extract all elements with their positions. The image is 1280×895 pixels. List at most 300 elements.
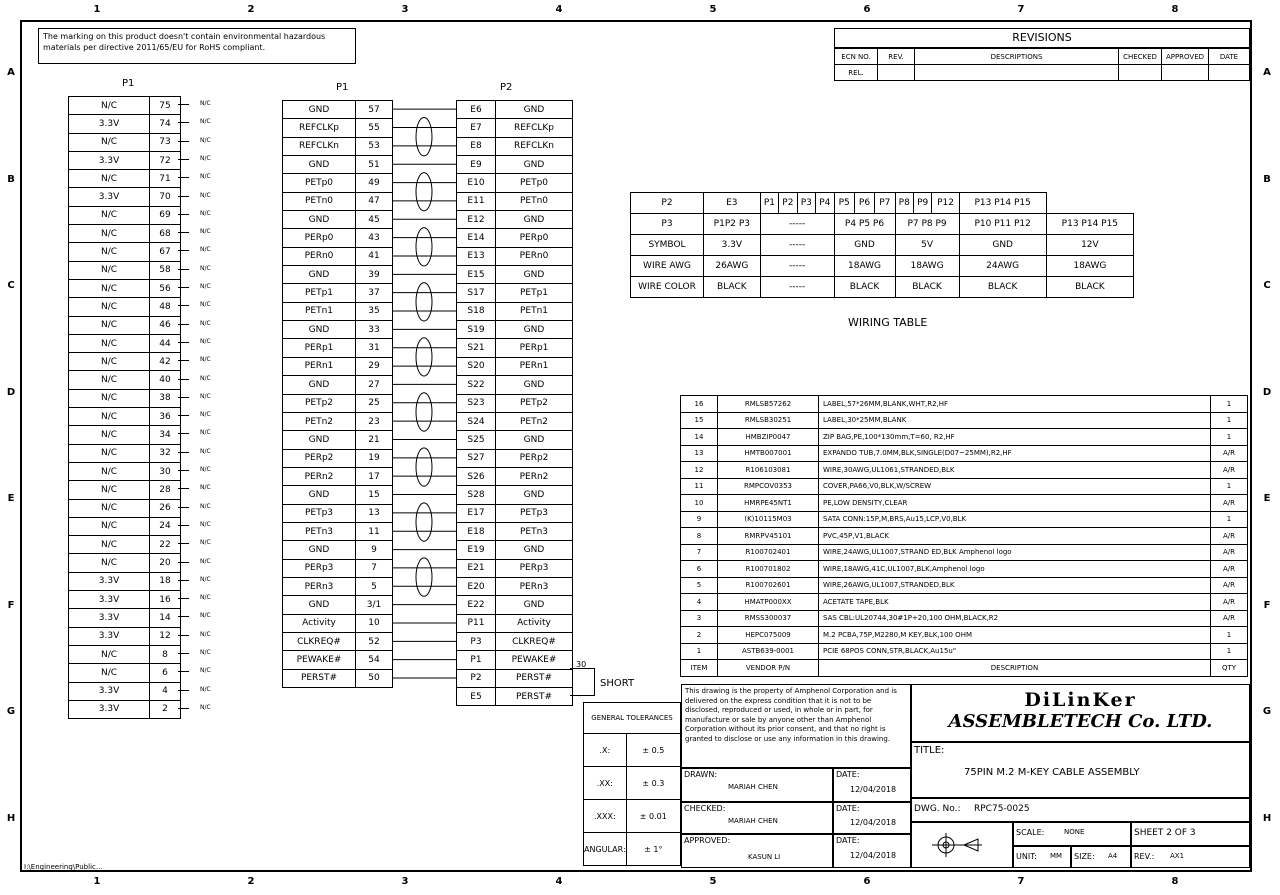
- zone-letter-marker: C: [7, 280, 15, 292]
- wiring-cell: -----: [760, 277, 834, 298]
- bom-qty: A/R: [1211, 561, 1248, 578]
- title-label: TITLE:: [914, 745, 945, 756]
- bom-qty: A/R: [1211, 445, 1248, 462]
- pin-number: S21: [457, 339, 496, 357]
- pin-signal: GND: [496, 541, 573, 559]
- pin-number: S28: [457, 486, 496, 504]
- pin-signal: N/C: [69, 517, 150, 535]
- pin-number: 21: [356, 431, 393, 449]
- bom-vendor-pn: R100702401: [718, 544, 819, 561]
- pin-number: 23: [356, 412, 393, 430]
- wiring-row: [631, 193, 1134, 214]
- pin-number: 22: [150, 536, 181, 554]
- pin-signal: 3.3V: [69, 627, 150, 645]
- pin-number: 16: [150, 591, 181, 609]
- wiring-cell: 24AWG: [959, 256, 1046, 277]
- pin-number: E20: [457, 577, 496, 595]
- p2-row: [457, 486, 573, 504]
- projection-icon: [912, 823, 1012, 867]
- wiring-cell: 18AWG: [895, 256, 959, 277]
- tol-value: ± 0.3: [626, 767, 680, 800]
- nc-marker: N/C: [200, 191, 211, 199]
- zone-number-marker: 5: [709, 876, 717, 887]
- pin-number: 15: [356, 486, 393, 504]
- bom-row: [681, 577, 1248, 594]
- rev-header-desc: DESCRIPTIONS: [915, 49, 1119, 65]
- bom-vendor-pn: R100701802: [718, 561, 819, 578]
- bom-item: 12: [681, 462, 718, 479]
- pin-number: 37: [356, 284, 393, 302]
- scale-value: NONE: [1064, 828, 1085, 836]
- twisted-pair-marker: [416, 558, 432, 596]
- wiring-cell: P3: [631, 214, 704, 235]
- pin-signal: Activity: [496, 614, 573, 632]
- bom-vendor-pn: RMPCOV0353: [718, 478, 819, 495]
- p2-row: [457, 394, 573, 412]
- zone-number-marker: 7: [1017, 4, 1025, 15]
- rev-header-checked: CHECKED: [1119, 49, 1162, 65]
- pin-number: 30: [150, 462, 181, 480]
- pin-signal: PERn1: [283, 357, 356, 375]
- nc-marker: N/C: [200, 173, 211, 181]
- p2-row: [457, 266, 573, 284]
- pin-number: 48: [150, 298, 181, 316]
- zone-number-marker: 7: [1017, 876, 1025, 887]
- zone-number-marker: 3: [401, 876, 409, 887]
- pin-signal: PERp1: [496, 339, 573, 357]
- rohs-note: The marking on this product doesn't contain environmental hazardous materials per directive 2011/65/EU for RoHS compliant.: [38, 28, 356, 64]
- pin-number: 47: [356, 192, 393, 210]
- pin-number: 73: [150, 133, 181, 151]
- bom-description: ACETATE TAPE,BLK: [819, 594, 1211, 611]
- pin-number: E15: [457, 266, 496, 284]
- rev-rel: REL.: [835, 65, 878, 81]
- bom-item: 13: [681, 445, 718, 462]
- pin-signal: GND: [496, 156, 573, 174]
- bom-qty: 1: [1211, 429, 1248, 446]
- pin-number: 13: [356, 504, 393, 522]
- pin-number: S27: [457, 449, 496, 467]
- p2-row: [457, 376, 573, 394]
- signoff-name: KASUN LI: [748, 853, 781, 861]
- bom-item: 16: [681, 396, 718, 413]
- property-note: This drawing is the property of Amphenol Corporation and is delivered on the express condition that it is not to be disclosed, reproduced or used, in whole or in part, for manufacture or sale by anyone other than Amphenol Corporation without its prior consent, and that no right is granted to disclose or use any information in this drawing.: [681, 684, 911, 768]
- pin-number: 19: [356, 449, 393, 467]
- pin-number: E19: [457, 541, 496, 559]
- projection-symbol: [911, 822, 1013, 868]
- bom-description: COVER,PA66,V0,BLK,W/SCREW: [819, 478, 1211, 495]
- bom-vendor-pn: (K)10115M03: [718, 511, 819, 528]
- pin-number: 42: [150, 353, 181, 371]
- pin-signal: N/C: [69, 353, 150, 371]
- date-label: DATE:: [836, 770, 860, 779]
- wiring-cell: P12: [932, 193, 959, 214]
- nc-marker: N/C: [200, 466, 211, 473]
- pin-number: 4: [150, 682, 181, 700]
- date-label: DATE:: [836, 804, 860, 813]
- nc-marker: N/C: [200, 319, 211, 327]
- zone-letter-marker: B: [1263, 173, 1271, 185]
- bom-row: [681, 412, 1248, 429]
- p2-row: [457, 229, 573, 247]
- zone-number-marker: 5: [709, 4, 717, 15]
- tol-value: ± 0.5: [626, 734, 680, 767]
- zone-letter-marker: A: [7, 67, 15, 79]
- bom-description: WIRE,26AWG,UL1007,STRANDED,BLK: [819, 577, 1211, 594]
- rev-header-approved: APPROVED: [1162, 49, 1209, 65]
- wiring-cell: 5V: [895, 235, 959, 256]
- bom-qty: A/R: [1211, 594, 1248, 611]
- pin-signal: N/C: [69, 243, 150, 261]
- pin-number: 54: [356, 651, 393, 669]
- wiring-table: [630, 192, 1134, 298]
- twisted-pair-marker: [416, 283, 432, 321]
- nc-marker: N/C: [200, 703, 211, 711]
- pin-number: 24: [150, 517, 181, 535]
- pin-signal: REFCLKn: [496, 137, 573, 155]
- nc-marker: N/C: [200, 539, 211, 547]
- pin-number: 72: [150, 151, 181, 169]
- nc-marker: N/C: [200, 100, 211, 107]
- bom-qty: 1: [1211, 478, 1248, 495]
- bom-item: 7: [681, 544, 718, 561]
- pin-signal: PERp0: [496, 229, 573, 247]
- pin-number: 20: [150, 554, 181, 572]
- bom-qty: 1: [1211, 643, 1248, 660]
- pin-signal: GND: [283, 266, 356, 284]
- bom-vendor-pn: R100702601: [718, 577, 819, 594]
- pin-number: 17: [356, 467, 393, 485]
- p2-table: [456, 100, 573, 706]
- pin-number: S26: [457, 467, 496, 485]
- pin-signal: PETn1: [283, 302, 356, 320]
- pin-signal: 3.3V: [69, 151, 150, 169]
- short-label: SHORT: [600, 678, 635, 689]
- pin-signal: GND: [283, 156, 356, 174]
- pin-signal: REFCLKp: [283, 119, 356, 137]
- pin-number: 6: [150, 664, 181, 682]
- bom-item: 1: [681, 643, 718, 660]
- bom-header-cell: QTY: [1211, 660, 1248, 677]
- nc-marker: N/C: [200, 502, 211, 510]
- bom-item: 2: [681, 627, 718, 644]
- zone-letter-marker: H: [6, 812, 16, 824]
- pin-number: E5: [457, 688, 496, 706]
- bom-qty: 1: [1211, 627, 1248, 644]
- pin-number: 40: [150, 371, 181, 389]
- pin-number: 36: [150, 408, 181, 426]
- pin-signal: N/C: [69, 645, 150, 663]
- pin-number: 33: [356, 321, 393, 339]
- pin-signal: PERp2: [496, 449, 573, 467]
- pin-number: 67: [150, 243, 181, 261]
- pin-number: 31: [356, 339, 393, 357]
- bom-row: [681, 429, 1248, 446]
- nc-marker: N/C: [200, 667, 211, 675]
- pin-number: 50: [356, 669, 393, 687]
- pin-signal: 3.3V: [69, 609, 150, 627]
- pin-number: 38: [150, 389, 181, 407]
- bom-row: [681, 594, 1248, 611]
- pin-number: 35: [356, 302, 393, 320]
- short-pin: 30: [576, 660, 587, 669]
- pin-number: 56: [150, 279, 181, 297]
- signoff-label: APPROVED:: [684, 836, 731, 845]
- pin-number: 43: [356, 229, 393, 247]
- pin-number: 58: [150, 261, 181, 279]
- pin-number: 34: [150, 426, 181, 444]
- zone-number-marker: 1: [93, 4, 101, 15]
- pin-signal: CLKREQ#: [283, 632, 356, 650]
- pin-number: 7: [356, 559, 393, 577]
- pin-number: 32: [150, 444, 181, 462]
- pin-number: 75: [150, 97, 181, 115]
- bom-description: M.2 PCBA,75P,M2280,M KEY,BLK,100 OHM: [819, 627, 1211, 644]
- zone-number-marker: 4: [555, 876, 563, 887]
- signoff-approved: [681, 834, 833, 868]
- wiring-cell: -----: [760, 235, 834, 256]
- pin-signal: PETp0: [496, 174, 573, 192]
- nc-marker: N/C: [200, 685, 211, 693]
- pin-signal: PERp0: [283, 229, 356, 247]
- wiring-cell: BLACK: [1046, 277, 1133, 298]
- pin-number: 44: [150, 334, 181, 352]
- pin-number: 10: [356, 614, 393, 632]
- nc-marker: N/C: [200, 429, 211, 437]
- bom-description: EXPANDO TUB,7.0MM,BLK,SINGLE(D07~25MM),R2,HF: [819, 445, 1211, 462]
- wiring-cell: P2: [779, 193, 797, 214]
- pin-signal: GND: [283, 321, 356, 339]
- p2-row: [457, 522, 573, 540]
- bom-qty: A/R: [1211, 544, 1248, 561]
- p2-row: [457, 559, 573, 577]
- bom-item: 5: [681, 577, 718, 594]
- zone-letter-marker: F: [1263, 599, 1271, 611]
- pin-number: E11: [457, 192, 496, 210]
- date-value: 12/04/2018: [850, 851, 897, 860]
- pin-signal: N/C: [69, 481, 150, 499]
- bom-row: [681, 643, 1248, 660]
- pin-signal: PETp1: [496, 284, 573, 302]
- pin-number: E10: [457, 174, 496, 192]
- pin-signal: GND: [496, 321, 573, 339]
- nc-marker: N/C: [200, 209, 211, 217]
- pin-signal: N/C: [69, 426, 150, 444]
- pin-signal: PERp2: [283, 449, 356, 467]
- pin-signal: PETn0: [496, 192, 573, 210]
- pin-signal: REFCLKp: [496, 119, 573, 137]
- date-label: DATE:: [836, 836, 860, 845]
- zone-letter-marker: F: [7, 599, 15, 611]
- p2-row: [457, 137, 573, 155]
- zone-number-marker: 2: [247, 876, 255, 887]
- bom-vendor-pn: RMLSB30251: [718, 412, 819, 429]
- rev-header-date: DATE: [1209, 49, 1250, 65]
- pin-number: S18: [457, 302, 496, 320]
- bom-vendor-pn: HMATP000XX: [718, 594, 819, 611]
- pin-signal: GND: [283, 596, 356, 614]
- pin-number: 55: [356, 119, 393, 137]
- zone-number-marker: 1: [93, 876, 101, 887]
- pin-number: 53: [356, 137, 393, 155]
- signoff-drawn: [681, 768, 833, 802]
- signoff-name: MARIAH CHEN: [728, 817, 778, 825]
- pin-number: P2: [457, 669, 496, 687]
- tol-label: .X:: [584, 734, 627, 767]
- bom-vendor-pn: HMRPE45NT1: [718, 495, 819, 512]
- pin-signal: 3.3V: [69, 682, 150, 700]
- pin-number: 2: [150, 700, 181, 718]
- pin-number: 14: [150, 609, 181, 627]
- pin-signal: PEWAKE#: [283, 651, 356, 669]
- rev-empty-cell: [1209, 65, 1250, 81]
- wiring-cell: -----: [760, 256, 834, 277]
- nc-marker: N/C: [200, 411, 211, 419]
- pin-signal: N/C: [69, 499, 150, 517]
- wiring-row: [631, 256, 1134, 277]
- nc-marker: N/C: [200, 557, 211, 565]
- company-block: [911, 684, 1250, 742]
- tol-label: .XX:: [584, 767, 627, 800]
- p2-row: [457, 192, 573, 210]
- nc-marker: N/C: [200, 264, 211, 272]
- wiring-cell: P7: [875, 193, 895, 214]
- wiring-cell: P8: [895, 193, 913, 214]
- nc-marker: N/C: [200, 575, 211, 583]
- pin-signal: N/C: [69, 664, 150, 682]
- nc-marker: N/C: [200, 520, 211, 528]
- pin-number: 74: [150, 115, 181, 133]
- nc-marker: N/C: [200, 649, 211, 656]
- pin-signal: PERST#: [496, 688, 573, 706]
- pin-number: E12: [457, 211, 496, 229]
- rev-header-ecn: ECN NO.: [835, 49, 878, 65]
- unit-label: UNIT:: [1016, 852, 1037, 861]
- pin-signal: N/C: [69, 170, 150, 188]
- wiring-cell: GND: [834, 235, 895, 256]
- scale-label: SCALE:: [1016, 828, 1045, 837]
- p2-row: [457, 119, 573, 137]
- pin-signal: N/C: [69, 536, 150, 554]
- bom-row: [681, 396, 1248, 413]
- sheet-cell: [1131, 822, 1250, 846]
- pin-signal: GND: [283, 541, 356, 559]
- p2-row: [457, 596, 573, 614]
- rev-label: REV.:: [1134, 852, 1155, 861]
- pin-signal: N/C: [69, 97, 150, 115]
- pin-signal: PERn1: [496, 357, 573, 375]
- unit-cell: [1013, 846, 1071, 868]
- bom-item: 14: [681, 429, 718, 446]
- bom-description: SAS CBL:UL20744,30#1P+20,100 OHM,BLACK,R2: [819, 610, 1211, 627]
- nc-marker: N/C: [200, 283, 211, 290]
- bom-item: 8: [681, 528, 718, 545]
- pin-signal: GND: [496, 431, 573, 449]
- pin-number: 51: [356, 156, 393, 174]
- pin-signal: REFCLKn: [283, 137, 356, 155]
- pin-number: 49: [356, 174, 393, 192]
- pin-signal: N/C: [69, 279, 150, 297]
- tolerances-table: [583, 702, 681, 866]
- wiring-cell: P13 P14 P15: [1046, 214, 1133, 235]
- revisions-block: [834, 28, 1250, 81]
- p2-row: [457, 211, 573, 229]
- signoff-checked-date: [833, 802, 911, 834]
- pin-signal: N/C: [69, 462, 150, 480]
- pin-number: 9: [356, 541, 393, 559]
- rev-empty-cell: [1162, 65, 1209, 81]
- pin-number: E21: [457, 559, 496, 577]
- size-label: SIZE:: [1074, 852, 1095, 861]
- pin-signal: Activity: [283, 614, 356, 632]
- pin-number: 18: [150, 572, 181, 590]
- bom-item: 11: [681, 478, 718, 495]
- bom-description: WIRE,18AWG,41C,UL1007,BLK,Amphenol logo: [819, 561, 1211, 578]
- wiring-cell: 18AWG: [834, 256, 895, 277]
- nc-marker: N/C: [200, 301, 211, 309]
- wiring-cell: BLACK: [959, 277, 1046, 298]
- wiring-cell: P5: [834, 193, 854, 214]
- signoff-drawn-date: [833, 768, 911, 802]
- twisted-pair-marker: [416, 393, 432, 431]
- nc-marker: N/C: [200, 447, 211, 455]
- bom-item: 9: [681, 511, 718, 528]
- p2-row: [457, 101, 573, 119]
- nc-marker: N/C: [200, 484, 211, 492]
- wiring-cell: 12V: [1046, 235, 1133, 256]
- pin-number: S22: [457, 376, 496, 394]
- pin-signal: PERp1: [283, 339, 356, 357]
- signoff-label: DRAWN:: [684, 770, 718, 779]
- wiring-cell: P4 P5 P6: [834, 214, 895, 235]
- pin-number: S20: [457, 357, 496, 375]
- pin-signal: 3.3V: [69, 188, 150, 206]
- wiring-cell: SYMBOL: [631, 235, 704, 256]
- zone-letter-marker: D: [6, 386, 16, 398]
- zone-number-marker: 4: [555, 4, 563, 15]
- pin-signal: N/C: [69, 206, 150, 224]
- pin-number: 25: [356, 394, 393, 412]
- p2-row: [457, 174, 573, 192]
- nc-marker: N/C: [200, 337, 211, 345]
- zone-number-marker: 8: [1171, 4, 1179, 15]
- pin-number: 41: [356, 247, 393, 265]
- signoff-name: MARIAH CHEN: [728, 783, 778, 791]
- pin-signal: PERp3: [283, 559, 356, 577]
- drawing-title: 75PIN M.2 M-KEY CABLE ASSEMBLY: [964, 767, 1140, 778]
- pin-signal: 3.3V: [69, 572, 150, 590]
- pin-signal: PETn1: [496, 302, 573, 320]
- pin-number: 26: [150, 499, 181, 517]
- pin-number: 12: [150, 627, 181, 645]
- bom-item: 15: [681, 412, 718, 429]
- wiring-cell: P4: [816, 193, 834, 214]
- wiring-cell: 18AWG: [1046, 256, 1133, 277]
- nc-marker: N/C: [200, 630, 211, 638]
- bom-row: [681, 462, 1248, 479]
- twisted-pair-marker: [416, 448, 432, 486]
- pin-number: E9: [457, 156, 496, 174]
- pin-signal: N/C: [69, 408, 150, 426]
- pin-signal: PERn2: [283, 467, 356, 485]
- pin-signal: GND: [496, 211, 573, 229]
- bom-item: 3: [681, 610, 718, 627]
- nc-marker: N/C: [200, 154, 211, 162]
- p2-row: [457, 632, 573, 650]
- p2-row: [457, 504, 573, 522]
- bom-description: PE,LOW DENSITY,CLEAR: [819, 495, 1211, 512]
- wiring-cell: BLACK: [834, 277, 895, 298]
